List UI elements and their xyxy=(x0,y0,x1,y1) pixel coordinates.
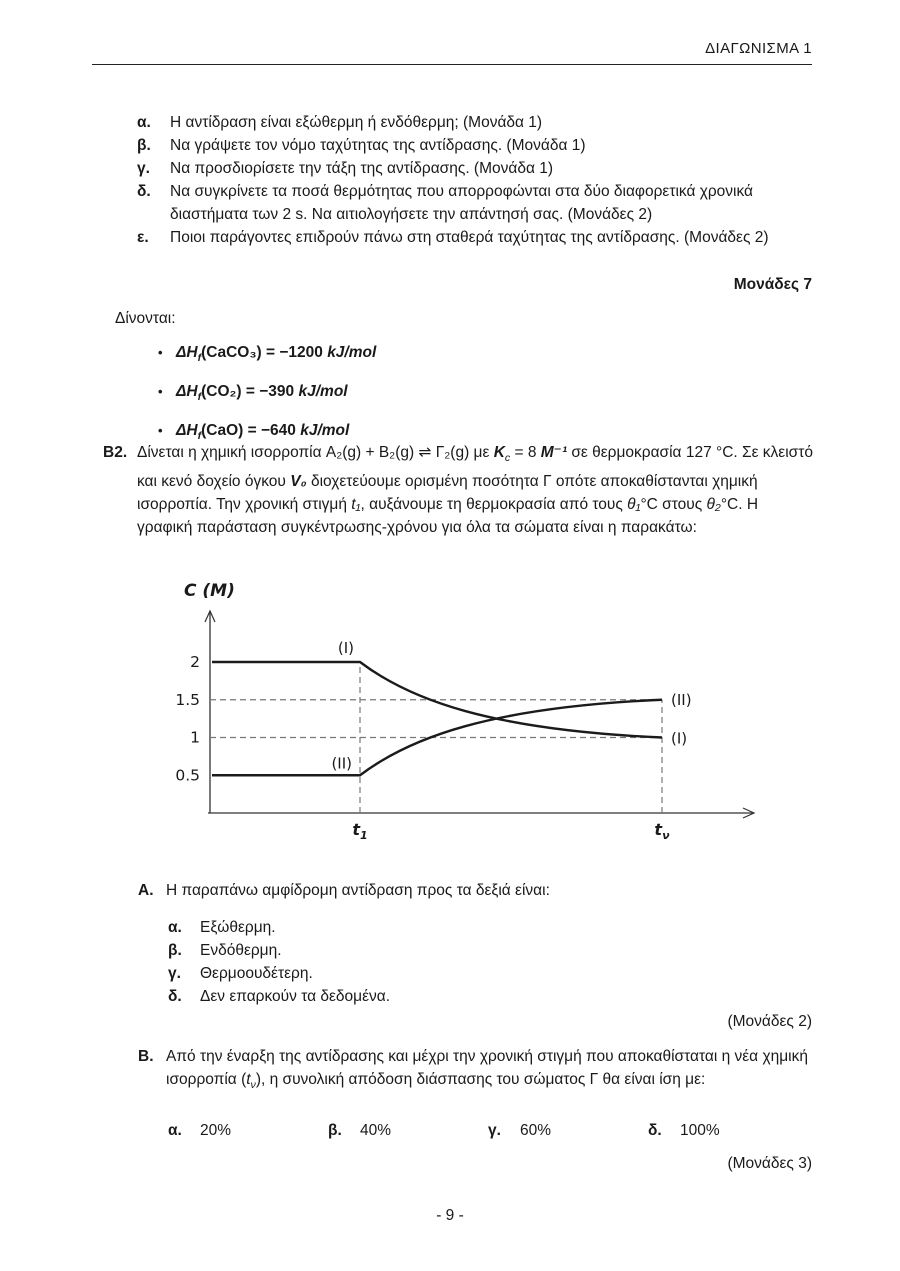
question-a-options xyxy=(168,916,768,1008)
svg-text:0.5: 0.5 xyxy=(175,766,200,785)
option-label: δ. xyxy=(648,1122,662,1139)
option-item xyxy=(168,1122,328,1140)
header-rule xyxy=(92,64,812,65)
question-a-label: A. xyxy=(138,882,154,899)
page-header-title: ΔΙΑΓΩΝΙΣΜΑ 1 xyxy=(705,40,812,57)
concentration-time-chart-svg xyxy=(150,578,810,856)
given-formula xyxy=(158,380,376,409)
option-label: δ. xyxy=(168,988,182,1005)
question-text: Η αντίδραση είναι εξώθερμη ή ενδόθερμη; (Μονάδα 1) xyxy=(170,114,543,131)
bullet-icon: • xyxy=(158,423,163,439)
question-b2 xyxy=(103,441,817,539)
svg-text:(I): (I) xyxy=(337,639,354,657)
option-item xyxy=(328,1122,488,1140)
question-b-points: (Μονάδες 3) xyxy=(727,1155,812,1172)
question-a-points: (Μονάδες 2) xyxy=(727,1013,812,1030)
question-item xyxy=(137,226,785,249)
option-item xyxy=(648,1122,808,1140)
svg-text:1.5: 1.5 xyxy=(175,690,200,709)
svg-text:(II): (II) xyxy=(331,754,352,773)
bullet-icon: • xyxy=(158,345,163,360)
question-item xyxy=(137,180,785,226)
intro-question-list xyxy=(137,111,785,249)
option-text: Δεν επαρκούν τα δεδομένα. xyxy=(200,988,391,1005)
question-label: γ. xyxy=(137,160,150,177)
given-formula xyxy=(158,341,376,370)
option-item xyxy=(168,962,768,985)
option-text: Εξώθερμη. xyxy=(200,919,276,936)
svg-text:2: 2 xyxy=(190,653,200,671)
option-item xyxy=(488,1122,648,1140)
question-b2-label: B2. xyxy=(103,444,128,461)
bullet-icon: • xyxy=(158,384,163,400)
option-text: 20% xyxy=(200,1122,232,1139)
question-label: α. xyxy=(137,114,151,131)
option-text: Θερμοουδέτερη. xyxy=(200,965,313,982)
points-total: Μονάδες 7 xyxy=(733,276,812,293)
question-text: Ποιοι παράγοντες επιδρούν πάνω στη σταθερά ταχύτητας της αντίδρασης. (Μονάδες 2) xyxy=(170,229,769,246)
option-text: 60% xyxy=(520,1122,552,1139)
option-label: γ. xyxy=(488,1122,501,1139)
option-label: α. xyxy=(168,919,182,936)
formula: $\Delta H_f(CaO) = -640$ kJ/mol xyxy=(176,422,350,443)
question-b-text: Από την έναρξη της αντίδρασης και μέχρι την χρονική στιγμή που αποκαθίσταται η νέα χημική ισορροπία $(t_\nu)$, η συνολική απόδοση διάσπασης του σώματος Γ θα είναι ίση με: xyxy=(166,1048,808,1092)
question-a xyxy=(138,879,798,902)
question-text: Να γράψετε τον νόμο ταχύτητας της αντίδρασης. (Μονάδα 1) xyxy=(170,137,586,154)
question-label: δ. xyxy=(137,183,151,200)
svg-text:(I): (I) xyxy=(671,729,688,748)
option-text: 100% xyxy=(680,1122,720,1139)
svg-text:tν: $t_\nu$ xyxy=(654,820,670,842)
question-b2-text: Δίνεται η χημική ισορροπία A₂(g) + B₂(g) ⇌ Γ₂(g) με $K_c = 8$ M⁻¹ σε θερμοκρασία 127 °C. Σε κλειστό και κενό δοχείο όγκου V₀ διοχετεύουμε ορισμένη ποσότητα Γ οπότε αποκαθίστανται χημική ισορροπία. Την χρονική στιγμή t₁, αυξάνουμε τη θερμοκρασία από τους θ₁°C στους θ₂°C. Η γραφική παράσταση συγκέντρωσης-χρόνου για όλα τα σώματα είναι η παρακάτω: xyxy=(137,444,813,537)
formula: $\Delta H_f(CO_2) = -390$ kJ/mol xyxy=(176,383,348,404)
svg-text:(II): (II) xyxy=(671,690,692,709)
question-b-label: B. xyxy=(138,1048,154,1065)
concentration-time-chart xyxy=(150,578,810,856)
givens-label: Δίνονται: xyxy=(115,310,176,327)
question-item xyxy=(137,157,785,180)
question-b xyxy=(138,1045,816,1097)
option-label: γ. xyxy=(168,965,181,982)
question-item xyxy=(137,134,785,157)
question-label: ε. xyxy=(137,229,149,246)
question-label: β. xyxy=(137,137,151,154)
question-item xyxy=(137,111,785,134)
option-item xyxy=(168,916,768,939)
formula: $\Delta H_f(CaCO_3) = -1200$ kJ/mol xyxy=(176,344,377,365)
svg-text:C (M): C (M) xyxy=(184,581,235,601)
option-item xyxy=(168,939,768,962)
svg-text:t1: $t_1$ xyxy=(352,820,368,842)
question-b-options xyxy=(168,1122,808,1140)
option-label: β. xyxy=(168,942,182,959)
question-text: Να προσδιορίσετε την τάξη της αντίδρασης. (Μονάδα 1) xyxy=(170,160,554,177)
question-a-text: Η παραπάνω αμφίδρομη αντίδραση προς τα δεξιά είναι: xyxy=(166,882,550,899)
question-text: Να συγκρίνετε τα ποσά θερμότητας που απορροφώνται στα δύο διαφορετικά χρονικά διαστήματα των 2 s. Να αιτιολογήσετε την απάντησή σας. (Μονάδες 2) xyxy=(170,183,754,223)
option-item xyxy=(168,985,768,1008)
page-number: - 9 - xyxy=(436,1207,464,1224)
svg-text:1: 1 xyxy=(190,728,200,747)
option-text: 40% xyxy=(360,1122,392,1139)
option-text: Ενδόθερμη. xyxy=(200,942,282,959)
option-label: α. xyxy=(168,1122,182,1139)
option-label: β. xyxy=(328,1122,342,1139)
